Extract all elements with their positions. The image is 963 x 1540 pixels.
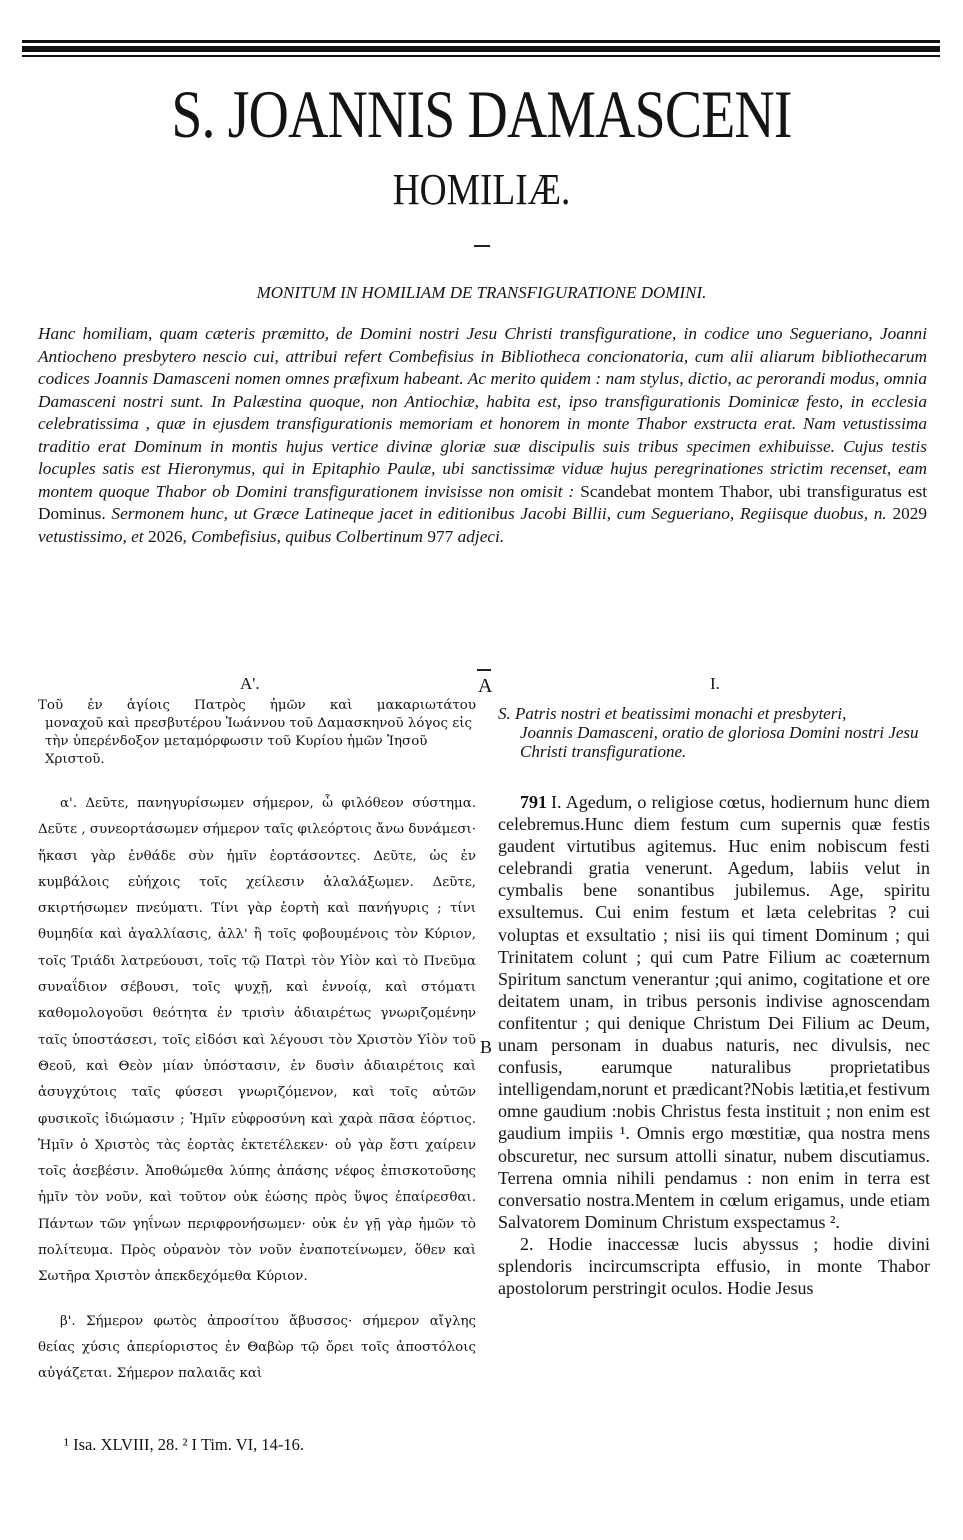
monitum-num-3: 977 [427,526,454,546]
latin-title-line-1: S. Patris nostri et beatissimi monachi et presbyteri, [498,704,847,723]
top-rule-thick [22,46,940,52]
top-rule-thin [22,40,940,43]
margin-marker-a: A [478,675,493,697]
page-title: S. JOANNIS DAMASCENI [171,76,792,152]
latin-title [498,704,930,761]
top-rule-bottom [22,55,940,57]
monitum-text-3: vetustissimo, et [38,526,144,546]
monitum-text-2: Sermonem hunc, ut Græce Latineque jacet in editionibus Jacobi Billii, cum Segueriano, Regiisque duobus, n. [111,504,887,523]
monitum-num-1: 2029 [892,504,928,523]
greek-title-line-2: μοναχοῦ καὶ πρεσβυτέρου Ἰωάννου τοῦ Δαμασκηνοῦ λόγος εἰς τὴν ὑπερένδοξον μεταμόρφωσιν τοῦ Κυρίου ἡμῶν Ἰησοῦ Χριστοῦ. [45,716,472,767]
latin-paragraph-2: 2. Hodie inaccessæ lucis abyssus ; hodie divini splendoris incircumscripta effusio, in monte Thabor apostolorum perstringit oculos. Hodie Jesus [498,1233,930,1299]
greek-title [38,697,476,769]
monitum-num-2: 2026, [147,526,187,546]
margin-marker-b: B [480,1037,493,1057]
title-separator [474,245,490,247]
monitum-text-1: Hanc homiliam, quam cæteris præmitto, de Domini nostri Jesu Christi transfiguratione, in codice uno Segueriano, Joanni Antiocheno presbytero nescio cui, attribui refert Combefisius in Bibliotheca concionatoria, cum alii aliarum bibliothecarum codices Joannis Damasceni nomen omnes præfixum habeant. Ac merito quidem : nam stylus, dictio, ac perorandi modus, omnia Damasceni nostri sunt. In Palæstina quoque, non Antiochiæ, habita est, ipso transfigurationis Dominicæ festo, in ecclesia celebratissima , quæ in ejusdem transfigurationis memoriam et honorem in monte Thabor exstructa erat. Nam vetustissima traditio erat Dominum in montis hujus vertice divinæ gloriæ suæ discipulis suis tribus specimen exhibuisse. Cujus testis locuples satis est Hieronymus, qui in Epitaphio Paulæ, ubi sanctissimæ viduæ hujus peregrinationes strictim recenset, eam montem quoque Thabor ob Domini transfigurationem invisisse non omisit : [38,324,927,501]
greek-text [38,791,476,1388]
latin-paragraph-1-text: I. Agedum, o religiose cœtus, hodiernum hunc diem celebremus.Hunc diem festum cum supernis quæ festis gaudent virtutibus agitemus. Huc enim nobiscum festi celebrandi gratia venerunt. Agedum, labiis velut in cymbalis bene sonantibus jubilemus. Age, spiritu exsultemus. Cui enim festum et læta celebritas ? cui voluptas et exsultatio ; nisi iis qui timent Dominum ; qui Trinitatem colunt ; qui cum Patre Filium ac coæternum Spiritum sanctum venerantur ;qui animo, cogitatione et ore deitatem unam, in tribus personis indivise agnoscendam confitentur ; qui denique Christum Dei Filium ac Deum, unam personam in duabus naturis, nec divulsis, nec confusis, earumque naturalibus proprietatibus intelligendam,norunt et prædicant?Nobis lætitia,et festivum omne gaudium :nobis Christus festa instituit ; non enim est gaudium impiis ¹. Omnis ergo mœstitiæ, qua nostra mens obscuretur, nec sursum attolli sinatur, nubem discutiamus. Terrena omnia nihili pendamus : non enim in terra est conversatio nostra.Mentem in cœlum erigamus, unde etiam Salvatorem Dominum Christum exspectamus ². [498,792,930,1232]
monitum-paragraph [38,323,927,548]
latin-heading: I. [710,674,720,693]
column-number: 791 [520,792,547,812]
latin-title-line-2: Joannis Damasceni, oratio de gloriosa Domini nostri Jesu Christi transfiguratione. [520,723,919,761]
greek-paragraph-1: α'. Δεῦτε, πανηγυρίσωμεν σήμερον, ὦ φιλόθεον σύστημα. Δεῦτε , συνεορτάσωμεν σήμερον ταῖς φιλεόρτοις ἄνω δυνάμεσι· ἥκασι γὰρ ἐνθάδε σὺν ἡμῖν ἑορτάσοντες. Δεῦτε, ὡς ἐν κυμβάλοις εὐήχοις τοῖς χείλεσιν ἀλαλάξωμεν. Δεῦτε, σκιρτήσωμεν πνεύματι. Τίνι γὰρ ἑορτὴ καὶ πανήγυρις ; τίνι θυμηδία καὶ ἀγαλλίασις, ἀλλ' ἢ τοῖς φοβουμένοις τὸν Κύριον, τοῖς Τριάδι λατρεύουσι, τοῖς τῷ Πατρὶ τὸν Υἱὸν καὶ τὸ Πνεῦμα συναΐδιον σέβουσι, τοῖς ψυχῇ, καὶ ἐννοίᾳ, καὶ στόματι καθομολογοῦσι θεότητα ἐν τρισὶν ἀδιαιρέτως γνωριζομένην ταῖς ὑποστάσεσι, τοῖς εἰδόσι καὶ λέγουσι τὸν Χριστὸν Υἱὸν τοῦ Θεοῦ, καὶ Θεὸν μίαν ὑπόστασιν, ἐν δυσὶν ἀδιαιρέτοις καὶ ἀσυγχύτοις ταῖς φύσεσι γνωριζόμενον, καὶ τοῖς αὐτῶν φυσικοῖς ἰδιώμασιν ; Ἡμῖν εὐφροσύνη καὶ χαρὰ πᾶσα ἑόρτιος. Ἡμῖν ὁ Χριστὸς τὰς ἑορτὰς ἐκτετέλεκεν· οὐ γὰρ ἔστι χαίρειν τοῖς ἀσεβέσιν. Ἀποθώμεθα λύπης ἁπάσης νέφος ἐπισκοτοῦσης ἡμῖν τὸν νοῦν, καὶ τοῦτον οὐκ ἐώσης πρὸς ὕψος ἐπαίρεσθαι. Πάντων τῶν γηΐνων περιφρονήσωμεν· οὐκ ἐν γῇ γὰρ ἡμῶν τὸ πολίτευμα. Πρὸς οὐρανὸν τὸν νοῦν ἐναποτείνωμεν, ὅθεν καὶ Σωτῆρα Χριστὸν ἀπεκδεχόμεθα Κύριον. [38,796,476,1285]
latin-paragraph-1 [498,791,930,1233]
section-separator [477,669,491,671]
latin-text [498,791,930,1299]
greek-heading: Α'. [240,674,260,693]
page-subtitle: HOMILIÆ. [392,165,571,214]
greek-paragraph-2: β'. Σήμερον φωτὸς ἀπροσίτου ἄβυσσος· σήμερον αἴγλης θείας χύσις ἀπερίοριστος ἐν Θαβὼρ τῷ ὄρει τοῖς ἀποστόλοις αὐγάζεται. Σήμερον παλαιᾶς καὶ [38,1313,476,1382]
monitum-text-5: adjeci. [457,526,505,546]
greek-title-line-1: Τοῦ ἐν ἁγίοις Πατρὸς ἡμῶν καὶ μακαριωτάτου [38,698,476,713]
monitum-heading: MONITUM IN HOMILIAM DE TRANSFIGURATIONE DOMINI. [256,283,707,302]
monitum-text-4: Combefisius, quibus Colbertinum [191,526,424,546]
monitum-quote: Scandebat montem Thabor, ubi transfiguratus est Dominus. [38,481,928,523]
footnote: ¹ Isa. XLVIII, 28. ² I Tim. VI, 14-16. [64,1435,304,1454]
